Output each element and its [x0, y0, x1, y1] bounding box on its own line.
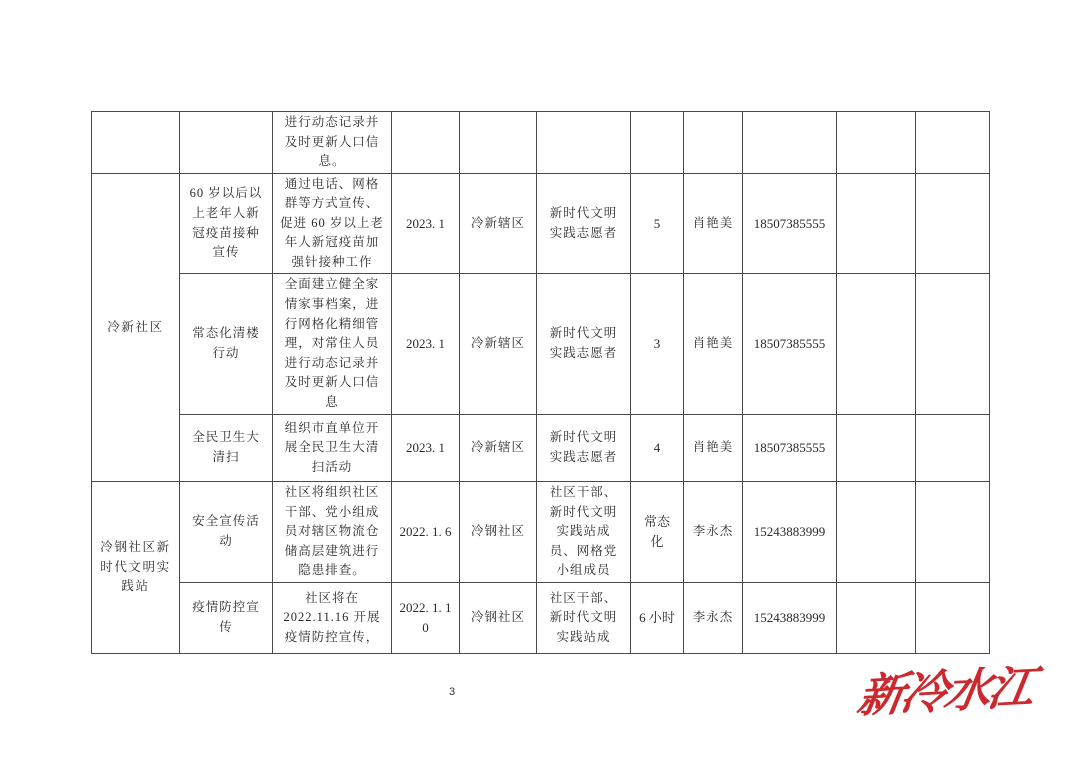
- date-cell: 2022. 1. 6: [392, 482, 460, 583]
- count-cell: 常态 化: [631, 482, 684, 583]
- contact-cell: 李永杰: [684, 583, 743, 654]
- contact-cell: 肖艳美: [684, 174, 743, 274]
- location-cell: 冷钢社区: [460, 482, 537, 583]
- table-row: [92, 583, 990, 654]
- unit-cell: 冷新社区: [92, 174, 180, 482]
- contact-cell: 李永杰: [684, 482, 743, 583]
- phone-cell: 18507385555: [743, 415, 837, 482]
- activity-cell: 60 岁以后以 上老年人新 冠疫苗接种 宣传: [180, 174, 273, 274]
- date-cell: 2023. 1: [392, 415, 460, 482]
- logo-watermark: 新冷水江: [853, 660, 1036, 723]
- phone-cell: 18507385555: [743, 174, 837, 274]
- count-cell: [631, 112, 684, 174]
- date-cell: 2022. 1. 1 0: [392, 583, 460, 654]
- blank-cell: [916, 174, 990, 274]
- phone-cell: [743, 112, 837, 174]
- blank-cell: [837, 482, 916, 583]
- table-row: [92, 482, 990, 583]
- contact-cell: 肖艳美: [684, 274, 743, 415]
- participants-cell: 社区干部、 新时代文明 实践站成: [537, 583, 631, 654]
- content-cell: 通过电话、网格 群等方式宣传、 促进 60 岁以上老 年人新冠疫苗加 强针接种工作: [273, 174, 392, 274]
- content-cell: 组织市直单位开 展全民卫生大清 扫活动: [273, 415, 392, 482]
- page-number: 3: [448, 686, 456, 698]
- activity-table: [91, 111, 990, 654]
- count-cell: 5: [631, 174, 684, 274]
- activity-cell: 疫情防控宣 传: [180, 583, 273, 654]
- participants-cell: 新时代文明 实践志愿者: [537, 174, 631, 274]
- location-cell: 冷新辖区: [460, 174, 537, 274]
- activity-cell: 常态化清楼 行动: [180, 274, 273, 415]
- location-cell: 冷钢社区: [460, 583, 537, 654]
- location-cell: 冷新辖区: [460, 415, 537, 482]
- blank-cell: [916, 415, 990, 482]
- blank-cell: [916, 112, 990, 174]
- phone-cell: 18507385555: [743, 274, 837, 415]
- participants-cell: 新时代文明 实践志愿者: [537, 415, 631, 482]
- blank-cell: [837, 583, 916, 654]
- content-cell: 社区将在 2022.11.16 开展 疫情防控宣传，: [273, 583, 392, 654]
- blank-cell: [837, 112, 916, 174]
- participants-cell: [537, 112, 631, 174]
- contact-cell: 肖艳美: [684, 415, 743, 482]
- location-cell: 冷新辖区: [460, 274, 537, 415]
- blank-cell: [837, 174, 916, 274]
- blank-cell: [916, 274, 990, 415]
- blank-cell: [837, 415, 916, 482]
- date-cell: 2023. 1: [392, 174, 460, 274]
- date-cell: [392, 112, 460, 174]
- count-cell: 4: [631, 415, 684, 482]
- participants-cell: 新时代文明 实践志愿者: [537, 274, 631, 415]
- count-cell: 6 小时: [631, 583, 684, 654]
- unit-cell: 冷钢社区新 时代文明实 践站: [92, 482, 180, 654]
- unit-cell: [92, 112, 180, 174]
- blank-cell: [916, 482, 990, 583]
- activity-cell: 安全宣传活 动: [180, 482, 273, 583]
- table-row: [92, 274, 990, 415]
- content-cell: 全面建立健全家 情家事档案，进 行网格化精细管 理，对常住人员 进行动态记录并 及时更新人口信 息: [273, 274, 392, 415]
- phone-cell: 15243883999: [743, 482, 837, 583]
- activity-cell: [180, 112, 273, 174]
- table-row: [92, 415, 990, 482]
- phone-cell: 15243883999: [743, 583, 837, 654]
- participants-cell: 社区干部、 新时代文明 实践站成 员、网格党 小组成员: [537, 482, 631, 583]
- table-row: [92, 174, 990, 274]
- blank-cell: [837, 274, 916, 415]
- blank-cell: [916, 583, 990, 654]
- location-cell: [460, 112, 537, 174]
- table-row: [92, 112, 990, 174]
- date-cell: 2023. 1: [392, 274, 460, 415]
- content-cell: 进行动态记录并 及时更新人口信 息。: [273, 112, 392, 174]
- count-cell: 3: [631, 274, 684, 415]
- activity-cell: 全民卫生大 清扫: [180, 415, 273, 482]
- content-cell: 社区将组织社区 干部、党小组成 员对辖区物流仓 储高层建筑进行 隐患排查。: [273, 482, 392, 583]
- contact-cell: [684, 112, 743, 174]
